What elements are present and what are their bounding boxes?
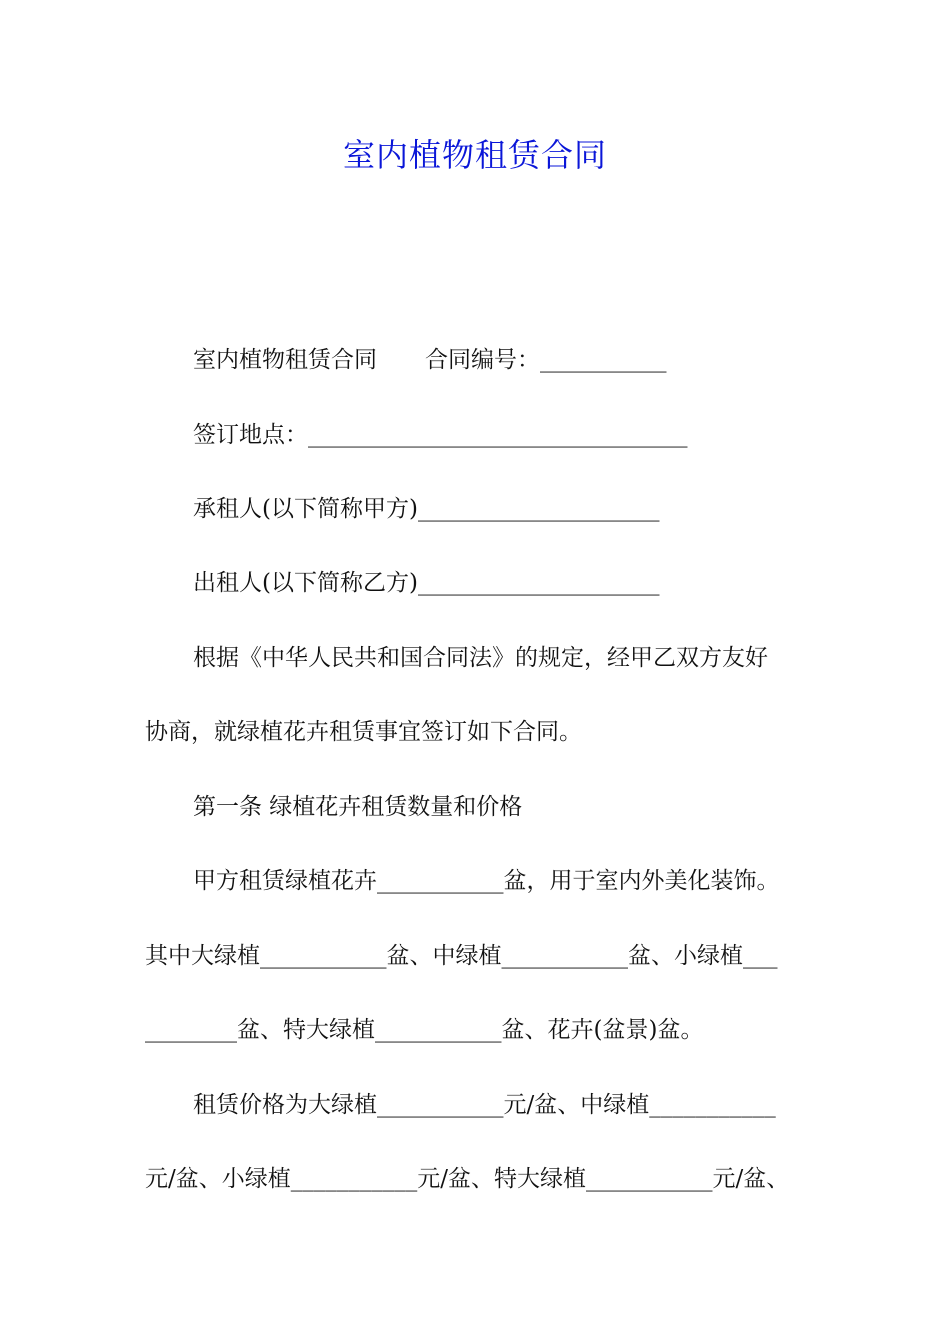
quantity-line-1: 甲方租赁绿植花卉___________盆，用于室内外美化装饰。 [193, 868, 780, 894]
header-contract-name: 室内植物租赁合同 [193, 347, 377, 373]
preamble-line-1: 根据《中华人民共和国合同法》的规定，经甲乙双方友好 [193, 645, 768, 671]
signing-place-line: 签订地点：_________________________________ [193, 422, 688, 448]
header-line [193, 345, 667, 375]
lessor-line: 出租人(以下简称乙方)_____________________ [193, 570, 660, 596]
lessee-line: 承租人(以下简称甲方)_____________________ [193, 496, 660, 522]
article-1-heading: 第一条 绿植花卉租赁数量和价格 [193, 794, 523, 820]
preamble-line-2: 协商，就绿植花卉租赁事宜签订如下合同。 [145, 719, 582, 745]
quantity-line-2: 其中大绿植___________盆、中绿植___________盆、小绿植___ [145, 943, 778, 969]
quantity-line-3: ________盆、特大绿植___________盆、花卉(盆景)盆。 [145, 1017, 704, 1043]
price-line-2: 元/盆、小绿植___________元/盆、特大绿植___________元/盆、 [145, 1166, 790, 1192]
contract-number-field: 合同编号：___________ [425, 347, 667, 373]
price-line-1: 租赁价格为大绿植___________元/盆、中绿植___________ [193, 1092, 776, 1118]
document-title: 室内植物租赁合同 [342, 136, 607, 174]
